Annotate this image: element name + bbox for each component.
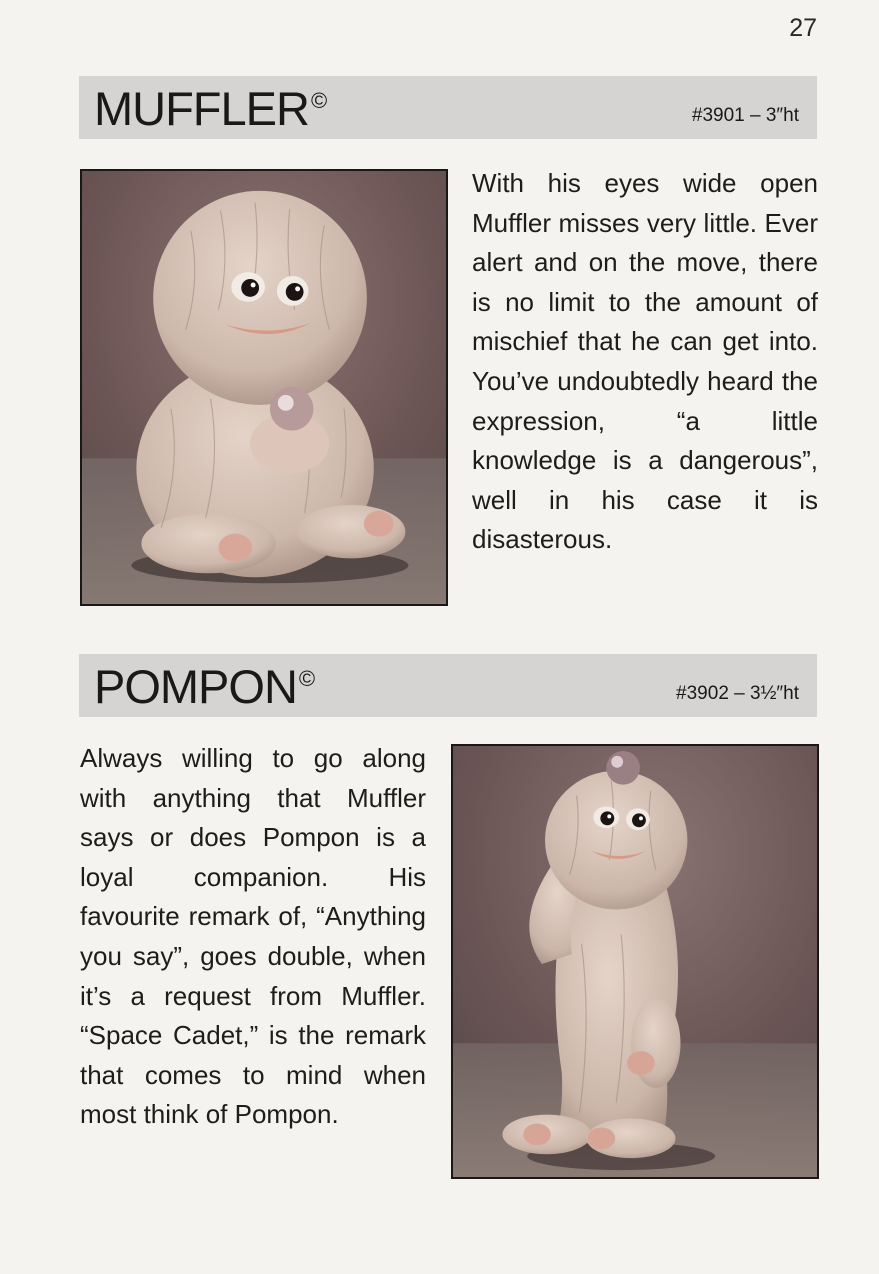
muffler-title-bar <box>79 76 817 139</box>
pompon-description: Always willing to go along with anything that Muffler says or does Pompon is a loyal companion. His favourite remark of, “Anything you say”, goes double, when it’s a request from Muffler. “Space Cadet,” is the remark that comes to mind when most think of Pompon. <box>80 743 426 1130</box>
pompon-figurine-illustration <box>453 746 817 1177</box>
muffler-title <box>94 81 326 136</box>
muffler-photo <box>80 169 448 606</box>
pompon-title <box>94 659 314 714</box>
pompon-product-code: #3902 – 3½″ht <box>676 683 799 704</box>
pompon-photo <box>451 744 819 1179</box>
page-number: 27 <box>789 14 817 42</box>
copyright-mark: © <box>298 666 315 691</box>
pompon-name: POMPON <box>94 660 297 713</box>
muffler-description: With his eyes wide open Muffler misses very little. Ever alert and on the move, there is no limit to the amount of mischief that he can get into. You’ve undoubtedly heard the expression, “a little knowledge is a dangerous”, well in his case it is disasterous. <box>472 168 818 555</box>
pompon-title-bar <box>79 654 817 717</box>
copyright-mark: © <box>310 88 327 113</box>
muffler-figurine-illustration <box>82 171 446 604</box>
muffler-name: MUFFLER <box>94 82 309 135</box>
muffler-product-code: #3901 – 3″ht <box>691 105 799 126</box>
